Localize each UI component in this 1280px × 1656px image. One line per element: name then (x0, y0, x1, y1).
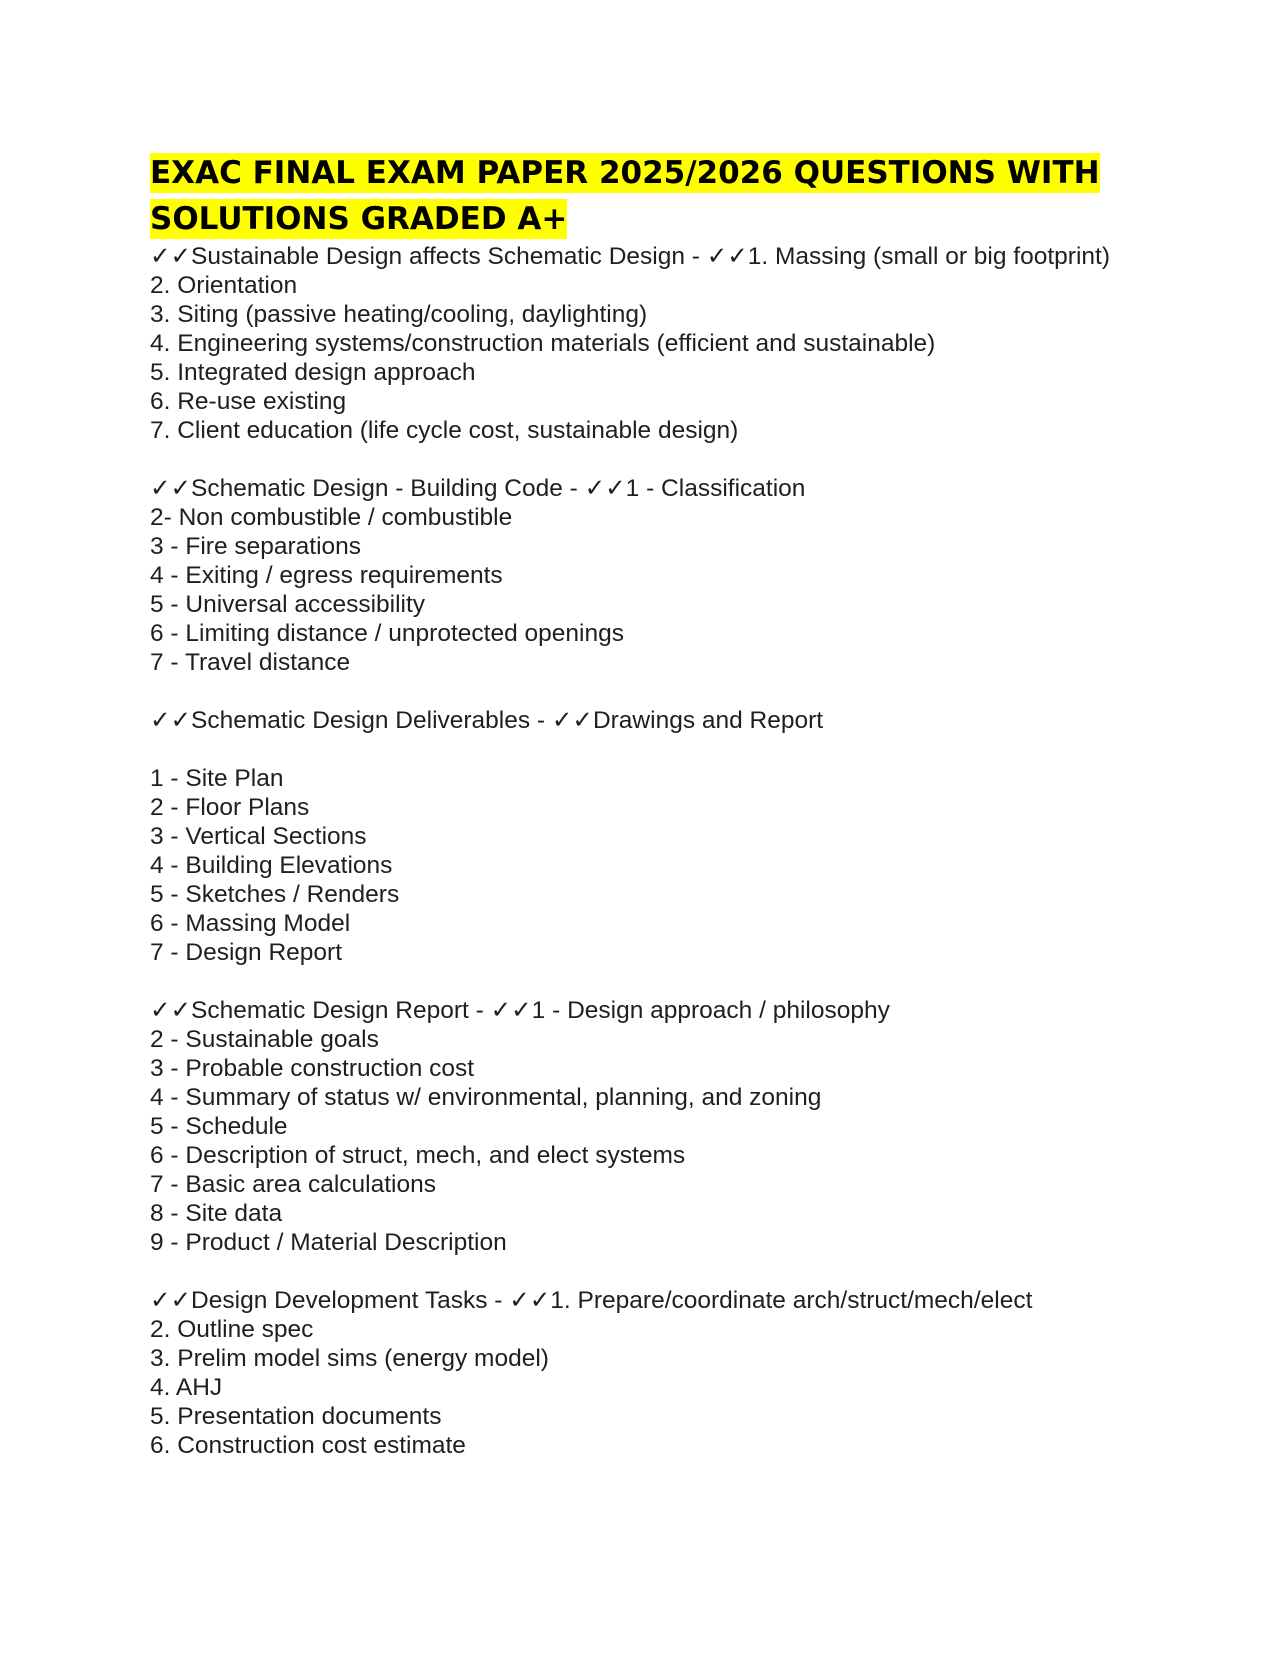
list-item: 9 - Product / Material Description (150, 1229, 507, 1256)
list-item: 8 - Site data (150, 1200, 283, 1227)
list-item: 7 - Design Report (150, 939, 343, 966)
list-item: 3 - Vertical Sections (150, 823, 367, 850)
list-item: 2 - Sustainable goals (150, 1026, 379, 1053)
qa-block (150, 474, 1130, 677)
blank-line (150, 735, 1130, 764)
qa-block (150, 706, 1130, 967)
list-item: 6 - Description of struct, mech, and elect systems (150, 1142, 686, 1169)
qa-heading: ✓✓Sustainable Design affects Schematic Design - ✓✓1. Massing (small or big footprint) (150, 243, 1110, 270)
list-item: 6. Re-use existing (150, 388, 347, 415)
qa-block (150, 242, 1130, 445)
list-item: 3 - Probable construction cost (150, 1055, 475, 1082)
qa-heading: ✓✓Schematic Design - Building Code - ✓✓1 - Classification (150, 475, 806, 502)
list-item: 6. Construction cost estimate (150, 1432, 466, 1459)
list-item: 6 - Massing Model (150, 910, 351, 937)
list-item: 5. Presentation documents (150, 1403, 442, 1430)
title-highlight: EXAC FINAL EXAM PAPER 2025/2026 QUESTIONS WITH SOLUTIONS GRADED A+ (150, 155, 1100, 237)
list-item: 2- Non combustible / combustible (150, 504, 513, 531)
list-item: 7. Client education (life cycle cost, sustainable design) (150, 417, 739, 444)
list-item: 2 - Floor Plans (150, 794, 310, 821)
list-item: 5 - Sketches / Renders (150, 881, 400, 908)
list-item: 4. AHJ (150, 1374, 223, 1401)
list-item: 3. Siting (passive heating/cooling, daylighting) (150, 301, 648, 328)
document-page (150, 150, 1130, 1460)
list-item: 1 - Site Plan (150, 765, 284, 792)
list-item: 2. Orientation (150, 272, 298, 299)
list-item: 4 - Building Elevations (150, 852, 393, 879)
qa-block (150, 1286, 1130, 1460)
list-item: 2. Outline spec (150, 1316, 314, 1343)
list-item: 7 - Travel distance (150, 649, 351, 676)
qa-heading: ✓✓Design Development Tasks - ✓✓1. Prepare/coordinate arch/struct/mech/elect (150, 1287, 1033, 1314)
list-item: 4 - Summary of status w/ environmental, planning, and zoning (150, 1084, 822, 1111)
list-item: 5 - Universal accessibility (150, 591, 426, 618)
qa-block (150, 996, 1130, 1257)
qa-heading: ✓✓Schematic Design Report - ✓✓1 - Design approach / philosophy (150, 997, 890, 1024)
document-body (150, 242, 1130, 1460)
list-item: 4. Engineering systems/construction materials (efficient and sustainable) (150, 330, 936, 357)
list-item: 7 - Basic area calculations (150, 1171, 436, 1198)
qa-heading: ✓✓Schematic Design Deliverables - ✓✓Drawings and Report (150, 707, 824, 734)
list-item: 4 - Exiting / egress requirements (150, 562, 503, 589)
list-item: 6 - Limiting distance / unprotected openings (150, 620, 624, 647)
list-item: 3. Prelim model sims (energy model) (150, 1345, 549, 1372)
document-title (150, 150, 1130, 242)
list-item: 5 - Schedule (150, 1113, 288, 1140)
list-item: 5. Integrated design approach (150, 359, 476, 386)
list-item: 3 - Fire separations (150, 533, 362, 560)
